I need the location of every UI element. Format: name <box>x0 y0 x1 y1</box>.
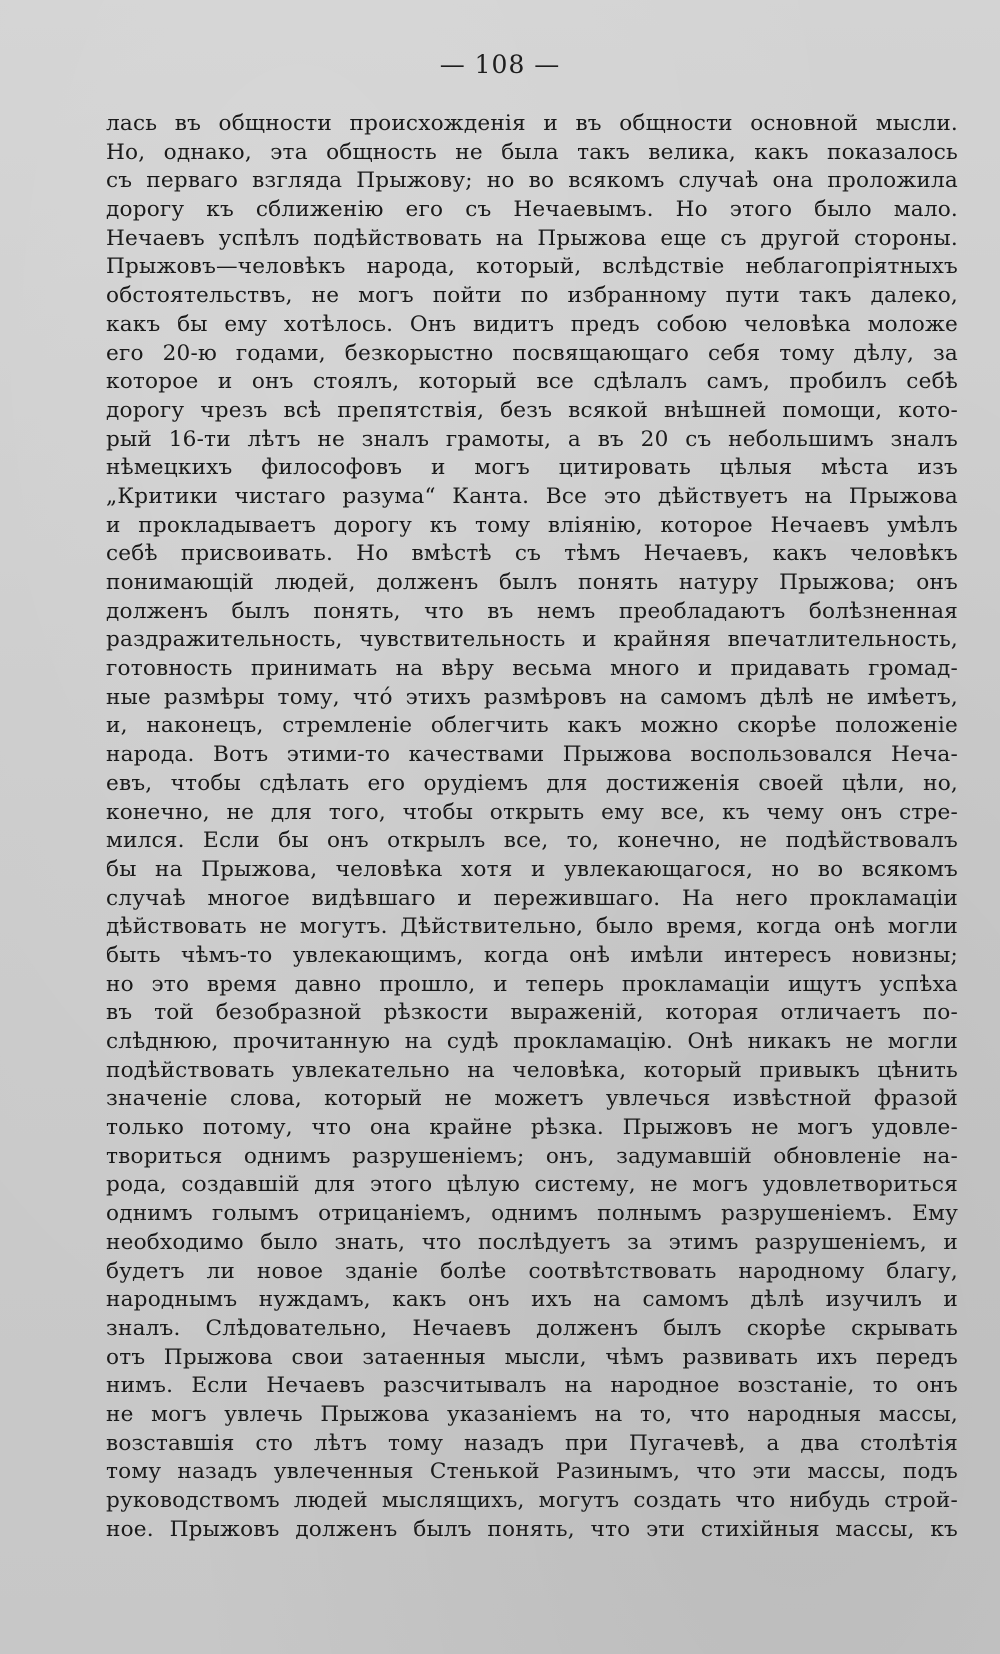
text-line: тому назадъ увлеченныя Стенькой Разинымъ, что эти массы, подъ <box>106 1459 958 1485</box>
text-line: рода, создавшій для этого цѣлую систему, не могъ удовлетвориться <box>106 1172 958 1198</box>
text-line: съ перваго взгляда Прыжову; но во всякомъ случаѣ она проложила <box>106 168 958 194</box>
text-line: раздражительность, чувствительность и крайняя впечатлительность, <box>106 627 958 653</box>
text-line: дорогу къ сближенію его съ Нечаевымъ. Но этого было мало. <box>106 197 958 223</box>
text-line: Но, однако, эта общность не была такъ велика, какъ показалось <box>106 139 958 165</box>
text-line: твориться однимъ разрушеніемъ; онъ, задумавшій обновленіе на- <box>106 1143 958 1169</box>
text-line: но это время давно прошло, и теперь прокламаціи ищутъ успѣха <box>106 971 958 997</box>
text-line: въ той безобразной рѣзкости выраженій, которая отличаетъ по- <box>106 1000 958 1026</box>
text-line: бы на Прыжова, человѣка хотя и увлекающагося, но во всякомъ <box>106 856 958 882</box>
text-line: и прокладываетъ дорогу къ тому вліянію, которое Нечаевъ умѣлъ <box>106 512 958 538</box>
text-line: „Критики чистаго разума“ Канта. Все это дѣйствуетъ на Прыжова <box>106 483 958 509</box>
text-line: которое и онъ стоялъ, который все сдѣлалъ самъ, пробилъ себѣ <box>106 369 958 395</box>
text-line: зналъ. Слѣдовательно, Нечаевъ долженъ былъ скорѣе скрывать <box>106 1315 958 1341</box>
text-line: ные размѣры тому, что́ этихъ размѣровъ на самомъ дѣлѣ не имѣетъ, <box>106 684 958 710</box>
text-line: отъ Прыжова свои затаенныя мысли, чѣмъ развивать ихъ передъ <box>106 1344 958 1370</box>
text-line: однимъ голымъ отрицаніемъ, однимъ полнымъ разрушеніемъ. Ему <box>106 1201 958 1227</box>
text-line: ное. Прыжовъ долженъ былъ понять, что эти стихійныя массы, къ <box>106 1516 958 1542</box>
text-line: не могъ увлечь Прыжова указаніемъ на то, что народныя массы, <box>106 1401 958 1427</box>
text-line: готовность принимать на вѣру весьма много и придавать громад- <box>106 656 958 682</box>
text-line: и, наконецъ, стремленіе облегчить какъ можно скорѣе положеніе <box>106 713 958 739</box>
text-line: нѣмецкихъ философовъ и могъ цитировать цѣлыя мѣста изъ <box>106 455 958 481</box>
text-line: значеніе слова, который не можетъ увлечься извѣстной фразой <box>106 1086 958 1112</box>
text-line: Нечаевъ успѣлъ подѣйствовать на Прыжова еще съ другой стороны. <box>106 225 958 251</box>
text-line: понимающій людей, долженъ былъ понять натуру Прыжова; онъ <box>106 570 958 595</box>
text-line: себѣ присвоивать. Но вмѣстѣ съ тѣмъ Нечаевъ, какъ человѣкъ <box>106 541 958 567</box>
text-line: возставшія сто лѣтъ тому назадъ при Пугачевѣ, а два столѣтія <box>106 1430 958 1456</box>
text-line: случаѣ многое видѣвшаго и пережившаго. На него прокламаціи <box>106 885 958 911</box>
body-text <box>106 110 958 1544</box>
text-line: его 20-ю годами, безкорыстно посвящающаго себя тому дѣлу, за <box>106 340 958 366</box>
text-line: дѣйствовать не могутъ. Дѣйствительно, было время, когда онѣ могли <box>106 914 958 940</box>
text-line: слѣднюю, прочитанную на судѣ прокламацію. Онѣ никакъ не могли <box>106 1029 958 1054</box>
text-line: долженъ былъ понять, что въ немъ преобладаютъ болѣзненная <box>106 598 958 624</box>
text-line: Прыжовъ—человѣкъ народа, который, вслѣдствіе неблагопріятныхъ <box>106 254 958 280</box>
text-line: народа. Вотъ этими-то качествами Прыжова воспользовался Неча- <box>106 742 958 768</box>
text-line: какъ бы ему хотѣлось. Онъ видитъ предъ собою человѣка моложе <box>106 311 958 337</box>
text-line: быть чѣмъ-то увлекающимъ, когда онѣ имѣли интересъ новизны; <box>106 942 958 968</box>
text-line: подѣйствовать увлекательно на человѣка, который привыкъ цѣнить <box>106 1057 958 1083</box>
text-line: мился. Если бы онъ открылъ все, то, конечно, не подѣйствовалъ <box>106 828 958 854</box>
page-number: — 108 — <box>439 50 561 79</box>
text-line: народнымъ нуждамъ, какъ онъ ихъ на самомъ дѣлѣ изучилъ и <box>106 1287 958 1313</box>
text-line: руководствомъ людей мыслящихъ, могутъ создать что нибудь строй- <box>106 1488 958 1513</box>
text-line: обстоятельствъ, не могъ пойти по избранному пути такъ далеко, <box>106 283 958 309</box>
text-line: только потому, что она крайне рѣзка. Прыжовъ не могъ удовле- <box>106 1115 958 1141</box>
text-line: лась въ общности происхожденія и въ общности основной мысли. <box>106 111 958 136</box>
text-line: нимъ. Если Нечаевъ разсчитывалъ на народное возстаніе, то онъ <box>106 1373 958 1399</box>
text-line: необходимо было знать, что послѣдуетъ за этимъ разрушеніемъ, и <box>106 1229 958 1255</box>
text-line: рый 16-ти лѣтъ не зналъ грамоты, а въ 20 съ небольшимъ зналъ <box>106 426 958 452</box>
text-line: конечно, не для того, чтобы открыть ему все, къ чему онъ стре- <box>106 799 958 825</box>
text-line: евъ, чтобы сдѣлать его орудіемъ для достиженія своей цѣли, но, <box>106 770 958 796</box>
text-line: будетъ ли новое зданіе болѣе соотвѣтствовать народному благу, <box>106 1258 958 1284</box>
text-line: дорогу чрезъ всѣ препятствія, безъ всякой внѣшней помощи, кото- <box>106 397 958 423</box>
